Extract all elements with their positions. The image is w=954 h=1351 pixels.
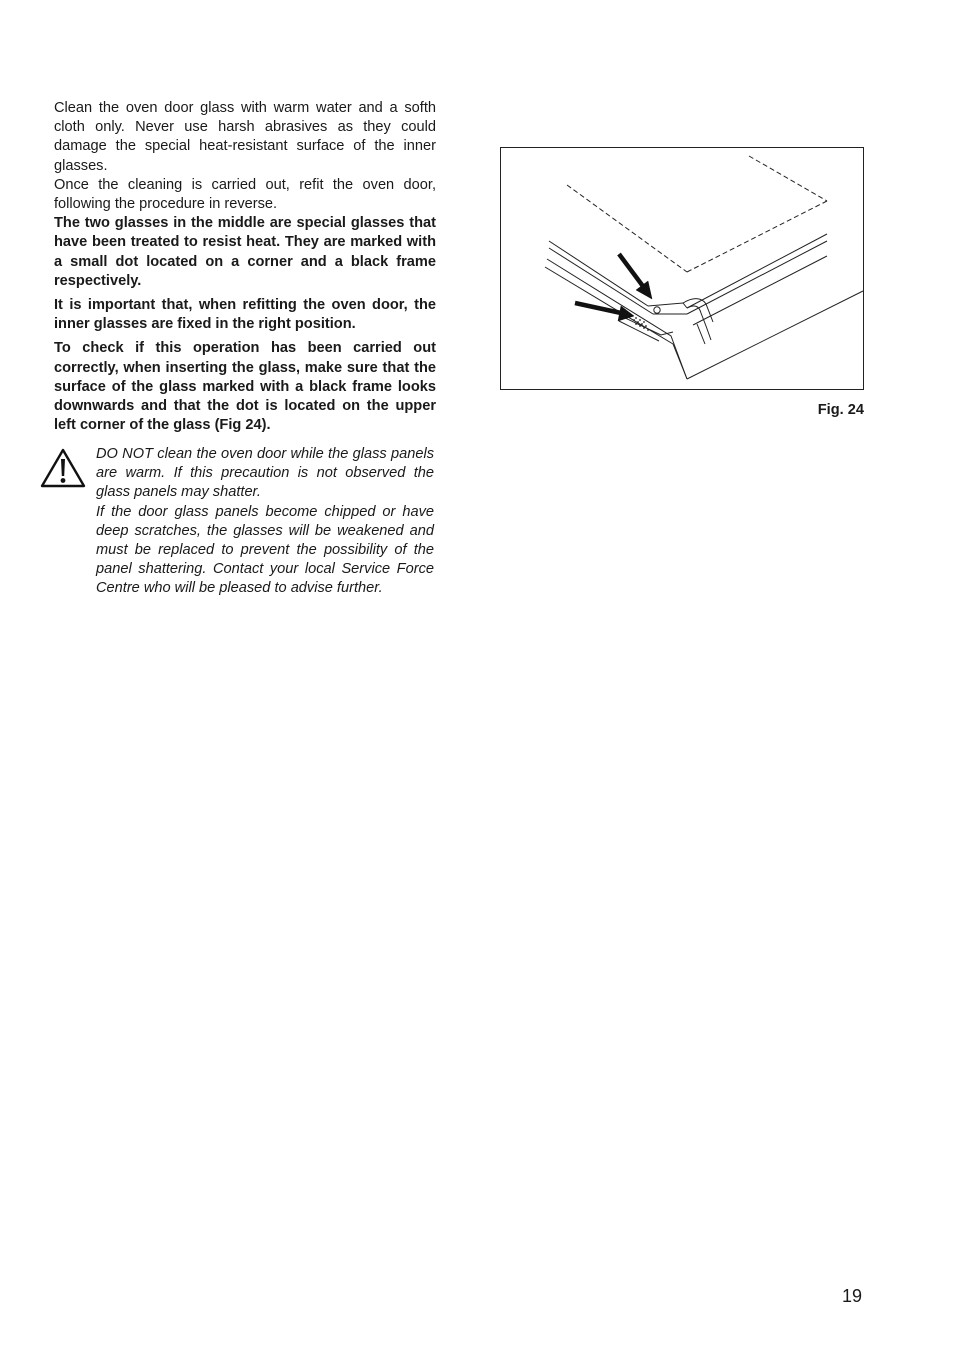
paragraph-refit: Once the cleaning is carried out, refit the oven door, following the procedure in reverse.	[54, 176, 436, 213]
paragraph-important: It is important that, when refitting the oven door, the inner glasses are fixed in the right position.	[54, 297, 436, 333]
paragraph-cleaning: Clean the oven door glass with warm water and a softh cloth only. Never use harsh abrasives as they could damage the special heat-resistant surface of the inner glasses.	[54, 100, 436, 174]
warning-paragraph-1: DO NOT clean the oven door while the glass panels are warm. If this precaution is not observed the glass panels may shatter.	[96, 446, 434, 501]
paragraph-special-glasses: The two glasses in the middle are special glasses that have been treated to resist heat. They are marked with a small dot located on a corner and a black frame respectively.	[54, 215, 436, 289]
warning-text	[96, 445, 434, 599]
figure-caption: Fig. 24	[817, 402, 864, 418]
figure-24-illustration	[500, 147, 864, 390]
glass-panels-drawing	[501, 148, 865, 391]
page-number: 19	[841, 1286, 862, 1306]
warning-paragraph-2: If the door glass panels become chipped or have deep scratches, the glasses will be weakened and must be replaced to prevent the possibility of the panel shattering. Contact your local Service Force Centre who will be pleased to advise further.	[96, 503, 434, 597]
warning-triangle-icon	[40, 448, 86, 488]
paragraph-check: To check if this operation has been carried out correctly, when inserting the glass, make sure that the surface of the glass marked with a black frame looks downwards and that the dot is located on the upper left corner of the glass (Fig 24).	[54, 340, 436, 434]
instructions-column	[54, 99, 436, 435]
